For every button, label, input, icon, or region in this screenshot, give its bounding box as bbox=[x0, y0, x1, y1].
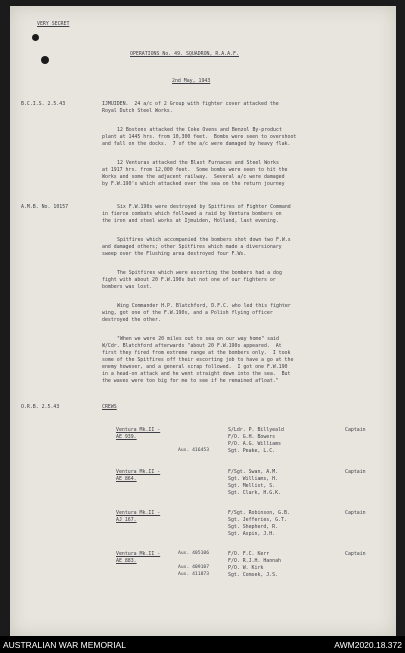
report-title: OPERATIONS No. 49. SQUADRON, R.A.A.F. bbox=[130, 51, 239, 57]
crew-role: Captain bbox=[345, 510, 366, 516]
body-line: the iron and steel works at Ijmuiden, Holland, last evening. bbox=[102, 218, 279, 224]
body-line: first they fired from extreme range at the bombers only. I took bbox=[102, 350, 291, 356]
body-line: sweep over the Flushing area destroyed four F.Ws. bbox=[102, 251, 247, 257]
body-line: "When we were 20 miles out to sea on our way home" said bbox=[117, 336, 279, 342]
body-line: at 1917 hrs. from 12,000 feet. Some bombs were seen to hit the bbox=[102, 167, 288, 173]
crew-name: Sgt. Aspin, J.H. bbox=[228, 531, 276, 537]
punch-hole-torn bbox=[41, 56, 49, 64]
crew-name: F/O. F.C. Kerr bbox=[228, 551, 270, 557]
crew-role: Captain bbox=[345, 427, 366, 433]
body-line: Six F.W.190s were destroyed by Spitfires of Fighter Command bbox=[117, 204, 291, 210]
crew-name: S/Ldr. P. Billyeald bbox=[228, 427, 284, 433]
crew-name: Sgt. Peake, L.C. bbox=[228, 448, 276, 454]
body-line: some of the Spitfires off their escorting job to have a go at the bbox=[102, 357, 294, 363]
crew-name: P/O. W. Kirk bbox=[228, 565, 264, 571]
crew-name: F/Sgt. Robinson, G.B. bbox=[228, 510, 290, 516]
body-line: Spitfires which accompanied the bombers shot down two F.W.s bbox=[117, 237, 291, 243]
body-line: wing, got one of the F.W.190s, and a Polish flying officer bbox=[102, 310, 273, 316]
crew-name: Sgt. Comsek, J.S. bbox=[228, 572, 279, 578]
aircraft-type: Ventura Mk.II - bbox=[116, 427, 161, 433]
classification-stamp: VERY SECRET bbox=[37, 21, 70, 27]
crew-name: Sgt. Clark, H.G.K. bbox=[228, 490, 281, 496]
crew-service-number: Aus. 411873 bbox=[178, 572, 210, 577]
crew-name: F/Sgt. Swan, A.M. bbox=[228, 469, 279, 475]
entry-reference: B.C.I.S. 2.5.43 bbox=[21, 101, 66, 107]
document-page bbox=[10, 6, 396, 636]
body-line: W/Cdr. Blatchford afterwards "about 20 F.W.190s appeared. At bbox=[102, 343, 282, 349]
body-line: and damaged others; other Spitfires which made a diversionary bbox=[102, 244, 282, 250]
body-line: in fierce combats which followed a raid by Ventura bombers on bbox=[102, 211, 282, 217]
body-line: IJMUIDEN. 24 a/c of 2 Group with fighter cover attacked the bbox=[102, 101, 279, 107]
body-line: 12 Venturas attacked the Blast Furnaces and Steel Works bbox=[117, 160, 279, 166]
body-line: 12 Bostons attacked the Coke Ovens and Benzol By-product bbox=[117, 127, 282, 133]
crew-service-number: Aus. 405106 bbox=[178, 551, 210, 556]
body-line: in a head-on attack and he went straight down into the sea. But bbox=[102, 371, 291, 377]
crew-role: Captain bbox=[345, 551, 366, 557]
crew-name: Sgt. Mellist, S. bbox=[228, 483, 276, 489]
body-line: plant at 1445 hrs. from 10,300 feet. Bombs were seen to overshoot bbox=[102, 134, 297, 140]
crew-role: Captain bbox=[345, 469, 366, 475]
punch-hole bbox=[32, 34, 39, 41]
aircraft-serial: AE 883. bbox=[116, 558, 137, 564]
crew-name: Sgt. Shepherd, R. bbox=[228, 524, 279, 530]
body-line: the waves were too big for me to see if he remained afloat." bbox=[102, 378, 279, 384]
body-line: destroyed the other. bbox=[102, 317, 161, 323]
crew-name: F/O. R.J.H. Hannah bbox=[228, 558, 281, 564]
body-line: and fall on the docks. 7 of the a/c were damaged by heavy flak. bbox=[102, 141, 291, 147]
aircraft-serial: AJ 167. bbox=[116, 517, 137, 523]
body-line: Royal Dutch Steel Works. bbox=[102, 108, 173, 114]
report-date: 2nd May, 1943 bbox=[172, 78, 211, 84]
aircraft-type: Ventura Mk.II - bbox=[116, 469, 161, 475]
crews-heading: CREWS bbox=[102, 404, 117, 410]
aircraft-type: Ventura Mk.II - bbox=[116, 551, 161, 557]
body-line: by F.W.190's which attacked over the sea on the return journey bbox=[102, 181, 285, 187]
archive-footer bbox=[0, 636, 405, 653]
body-line: fight with about 20 F.W.190s but not one of our fighters or bbox=[102, 277, 276, 283]
footer-accession: AWM2020.18.372 bbox=[334, 640, 402, 650]
body-line: Wing Commander H.P. Blatchford, D.F.C. who led this fighter bbox=[117, 303, 291, 309]
aircraft-serial: AE 939. bbox=[116, 434, 137, 440]
aircraft-type: Ventura Mk.II - bbox=[116, 510, 161, 516]
aircraft-serial: AE 864. bbox=[116, 476, 137, 482]
body-line: The Spitfires which were escorting the bombers had a dog bbox=[117, 270, 282, 276]
body-line: bombers was lost. bbox=[102, 284, 153, 290]
footer-institution: AUSTRALIAN WAR MEMORIAL bbox=[3, 640, 126, 650]
crew-service-number: Aus. 416453 bbox=[178, 448, 210, 453]
entry-reference: A.M.B. No. 10157 bbox=[21, 204, 69, 210]
body-line: enemy however, and a general scrap followed. I got one F.W.190 bbox=[102, 364, 288, 370]
crew-name: P/O. A.G. Williams bbox=[228, 441, 281, 447]
body-line: Works and some the adjacent railway. Several a/c were damaged bbox=[102, 174, 285, 180]
crew-name: F/O. G.H. Bowers bbox=[228, 434, 276, 440]
crew-name: Sgt. Williams, H. bbox=[228, 476, 279, 482]
crews-reference: O.R.B. 2.5.43 bbox=[21, 404, 60, 410]
crew-service-number: Aus. 409107 bbox=[178, 565, 210, 570]
crew-name: Sgt. Jefferies, G.T. bbox=[228, 517, 287, 523]
